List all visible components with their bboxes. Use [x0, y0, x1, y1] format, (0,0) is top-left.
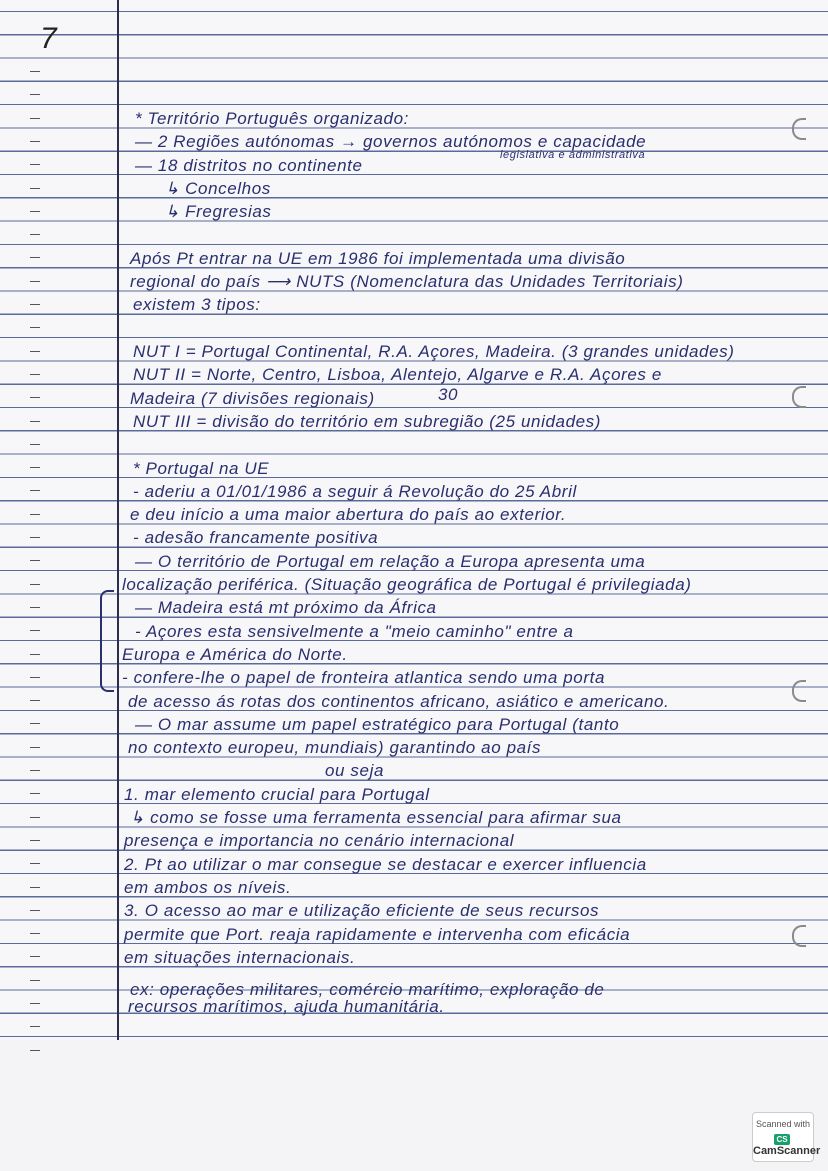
margin-line [117, 0, 119, 1040]
margin-tick [30, 956, 40, 957]
handwritten-line: 2. Pt ao utilizar o mar consegue se destacar e exercer influencia [124, 854, 647, 874]
margin-tick [30, 770, 40, 771]
binder-hole-mark [792, 680, 806, 702]
handwritten-line: permite que Port. reaja rapidamente e intervenha com eficácia [124, 924, 631, 944]
handwritten-line: no contexto europeu, mundiais) garantindo ao país [128, 738, 542, 758]
handwritten-line: 3. O acesso ao mar e utilização eficiente de seus recursos [124, 901, 600, 921]
handwritten-line: NUT I = Portugal Continental, R.A. Açores, Madeira. (3 grandes unidades) [133, 342, 735, 361]
handwritten-line: - adesão francamente positiva [133, 528, 379, 548]
margin-tick [30, 421, 40, 422]
margin-tick [30, 281, 40, 282]
margin-tick [30, 560, 40, 561]
margin-tick [30, 257, 40, 258]
margin-tick [30, 980, 40, 981]
margin-tick [30, 1026, 40, 1027]
handwritten-line: em ambos os níveis. [124, 877, 292, 897]
handwritten-line: — Madeira está mt próximo da África [135, 598, 437, 618]
margin-tick [30, 188, 40, 189]
margin-tick [30, 933, 40, 934]
margin-tick [30, 467, 40, 468]
margin-tick [30, 141, 40, 142]
handwritten-line: - confere-lhe o papel de fronteira atlantica sendo uma porta [122, 668, 605, 688]
margin-tick [30, 630, 40, 631]
page-number: 7 [40, 22, 57, 55]
watermark-top: Scanned with [755, 1119, 811, 1129]
handwritten-line: — O mar assume um papel estratégico para Portugal (tanto [135, 714, 620, 734]
handwritten-line: ex: operações militares, comércio marítimo, exploração de [130, 980, 605, 1000]
handwritten-line: Madeira (7 divisões regionais) [130, 388, 375, 408]
margin-tick [30, 607, 40, 608]
handwritten-line: localização periférica. (Situação geográfica de Portugal é privilegiada) [122, 575, 692, 594]
bracket-mark [100, 590, 114, 692]
margin-tick [30, 700, 40, 701]
handwritten-line: 1. mar elemento crucial para Portugal [124, 784, 430, 804]
handwritten-line: ↳ Fregresias [165, 202, 272, 222]
margin-tick [30, 397, 40, 398]
margin-tick [30, 654, 40, 655]
margin-tick [30, 327, 40, 328]
handwritten-line: * Território Português organizado: [135, 109, 409, 128]
margin-tick [30, 1003, 40, 1004]
handwritten-line: ↳ Concelhos [165, 178, 271, 198]
margin-tick [30, 351, 40, 352]
handwritten-line: 30 [438, 385, 459, 405]
margin-tick [30, 514, 40, 515]
handwritten-line: — 2 Regiões autónomas → governos autónomos e capacidade [135, 132, 647, 152]
margin-tick [30, 490, 40, 491]
margin-tick [30, 234, 40, 235]
camscanner-logo-icon: CS [776, 1135, 788, 1144]
handwritten-line: legislativa e administrativa [500, 149, 646, 162]
handwritten-line: ↳ como se fosse uma ferramenta essencial para afirmar sua [130, 808, 622, 827]
binder-hole-mark [792, 118, 806, 140]
handwritten-line: Europa e América do Norte. [122, 644, 348, 664]
margin-tick [30, 304, 40, 305]
handwritten-line: e deu início a uma maior abertura do país ao exterior. [130, 505, 567, 525]
handwritten-line: NUT II = Norte, Centro, Lisboa, Alentejo, Algarve e R.A. Açores e [133, 365, 662, 385]
handwritten-line: Após Pt entrar na UE em 1986 foi implementada uma divisão [130, 248, 626, 268]
margin-tick [30, 71, 40, 72]
handwritten-line: presença e importancia no cenário internacional [124, 831, 515, 851]
margin-tick [30, 584, 40, 585]
margin-tick [30, 793, 40, 794]
handwritten-line: em situações internacionais. [124, 947, 356, 967]
camscanner-watermark [752, 1112, 821, 1162]
handwritten-line: — 18 distritos no continente [135, 155, 363, 175]
margin-tick [30, 723, 40, 724]
handwritten-line: * Portugal na UE [133, 458, 270, 478]
margin-tick [30, 118, 40, 119]
margin-tick [30, 374, 40, 375]
margin-tick [30, 94, 40, 95]
handwritten-line: recursos marítimos, ajuda humanitária. [128, 996, 445, 1016]
margin-tick [30, 817, 40, 818]
margin-tick [30, 164, 40, 165]
binder-hole-mark [792, 386, 806, 408]
margin-tick [30, 910, 40, 911]
handwritten-line: — O território de Portugal em relação a Europa apresenta uma [135, 551, 646, 571]
margin-tick [30, 887, 40, 888]
margin-tick [30, 840, 40, 841]
handwritten-line: existem 3 tipos: [133, 295, 261, 315]
margin-tick [30, 677, 40, 678]
handwritten-line: ou seja [325, 761, 385, 781]
margin-tick [30, 444, 40, 445]
handwritten-line: - aderiu a 01/01/1986 a seguir á Revolução do 25 Abril [133, 481, 577, 501]
binder-hole-mark [792, 925, 806, 947]
margin-tick [30, 1050, 40, 1051]
margin-tick [30, 863, 40, 864]
margin-tick [30, 747, 40, 748]
margin-tick [30, 537, 40, 538]
handwritten-line: de acesso ás rotas dos continentos africano, asiático e americano. [128, 691, 670, 711]
handwritten-line: - Açores esta sensivelmente a "meio caminho" entre a [135, 621, 574, 641]
handwritten-line: NUT III = divisão do território em subregião (25 unidades) [133, 411, 602, 431]
handwritten-line: regional do país ⟶ NUTS (Nomenclatura das Unidades Territoriais) [130, 272, 684, 292]
margin-tick [30, 211, 40, 212]
watermark-brand: CamScanner [753, 1145, 821, 1157]
